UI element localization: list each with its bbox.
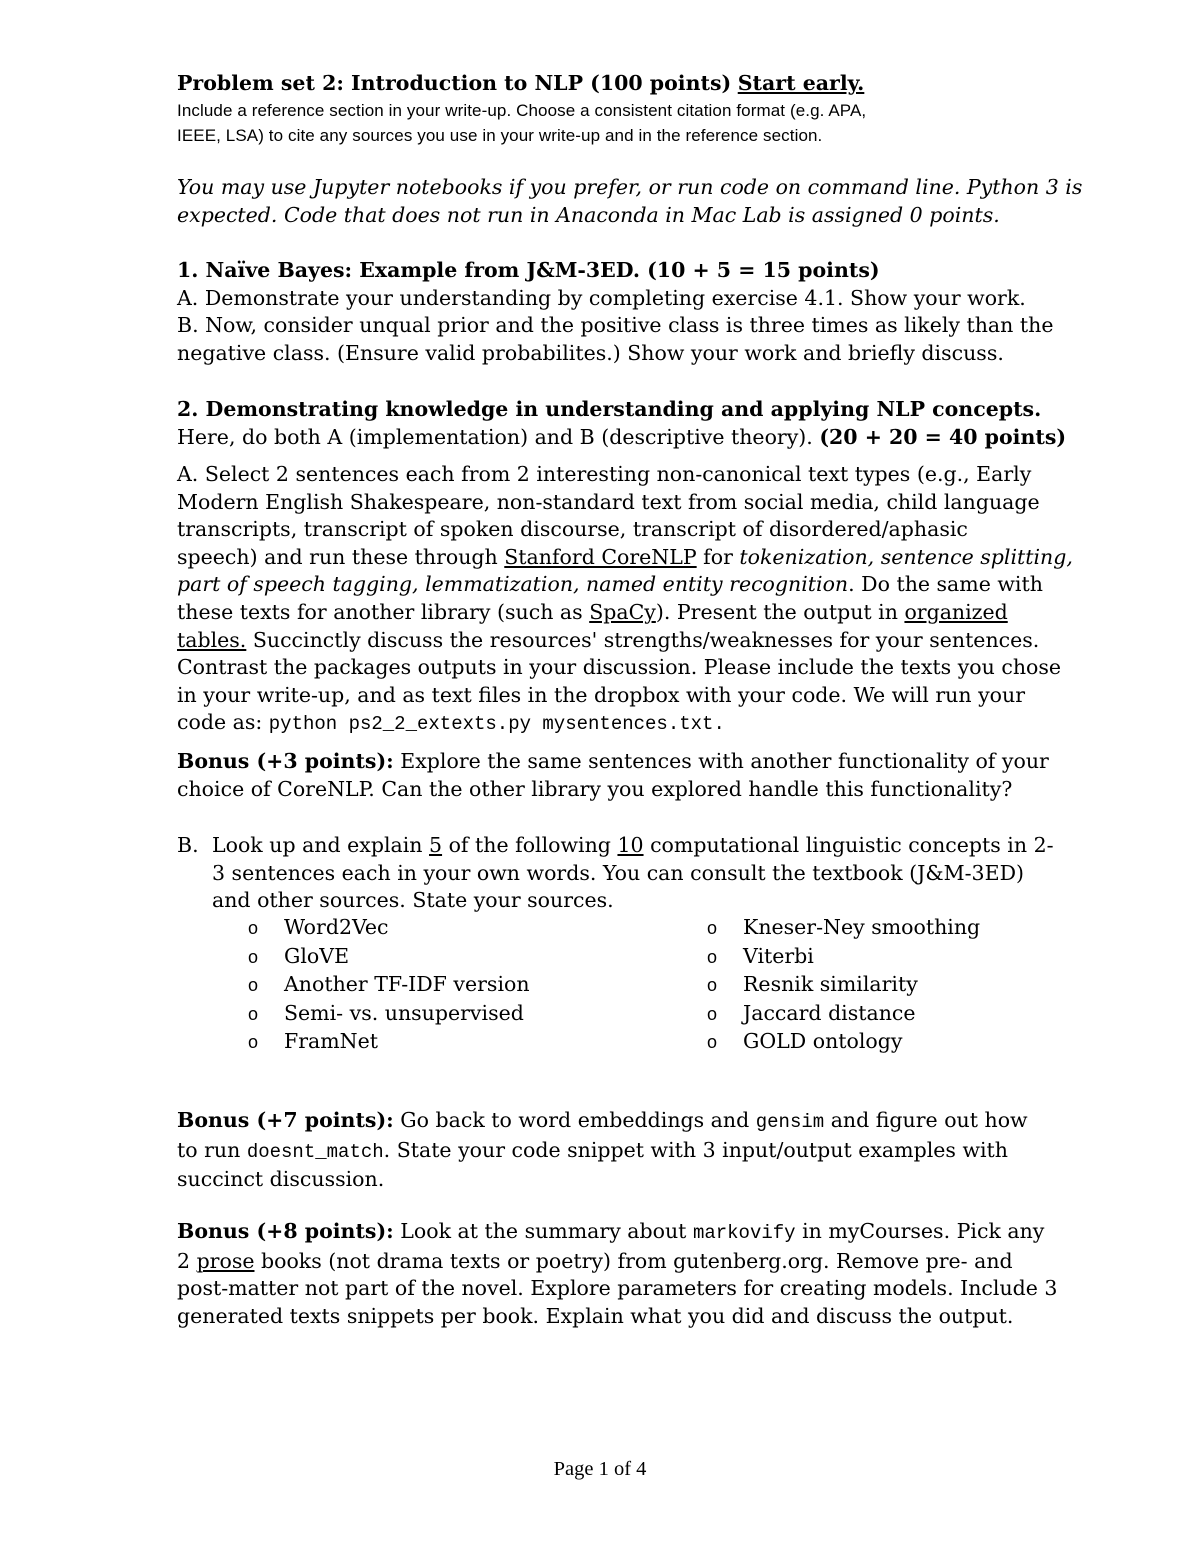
- intro-line-2: IEEE, LSA) to cite any sources you use in your write-up and in the reference section.: [177, 125, 823, 145]
- bonus-3-label: Bonus (+8 points):: [177, 1219, 394, 1243]
- bonus-2-line-3: succinct discussion.: [177, 1167, 385, 1192]
- bullet-icon: o: [248, 1003, 259, 1024]
- concept-list-left: [248, 914, 530, 1057]
- q2a-line-6-mid: ). Present the output in: [655, 599, 905, 624]
- list-item: [248, 971, 530, 1000]
- bonus-1-line-1: Explore the same sentences with another functionality of your: [393, 749, 1049, 773]
- concept-label: Word2Vec: [284, 915, 389, 939]
- part-b-label: B.: [177, 833, 199, 857]
- prose-text: prose: [196, 1248, 255, 1273]
- list-item: [707, 914, 980, 943]
- question-1-part-b-line-1: B. Now, consider unqual prior and the positive class is three times as likely than the: [177, 313, 1054, 338]
- start-early-note: Start early.: [737, 71, 865, 95]
- bonus-3-line-3: post-matter not part of the novel. Explore parameters for creating models. Include 3: [177, 1276, 1058, 1301]
- note-line-2: expected. Code that does not run in Anaconda in Mac Lab is assigned 0 points.: [177, 202, 1000, 227]
- bonus-2-line-2-text: to run: [177, 1137, 247, 1162]
- q2a-line-10-text: code as:: [177, 710, 269, 735]
- page-number: Page 1 of 4: [553, 1458, 647, 1480]
- bonus-1-line-2: choice of CoreNLP. Can the other library you explored handle this functionality?: [177, 776, 1013, 801]
- concept-label: Kneser-Ney smoothing: [743, 915, 981, 939]
- bullet-icon: o: [707, 1003, 718, 1024]
- question-2-points: (20 + 20 = 40 points): [819, 424, 1067, 449]
- bonus-2-line-1-text: Go back to word embeddings and: [393, 1108, 756, 1132]
- concept-label: Jaccard distance: [743, 1000, 916, 1025]
- concept-label: Semi- vs. unsupervised: [284, 1000, 524, 1025]
- list-item: [707, 971, 980, 1000]
- q2a-line-4-tasks: tokenization, sentence splitting,: [739, 544, 1073, 569]
- question-2-part-a: [177, 461, 1073, 739]
- bonus-2-label: Bonus (+7 points):: [177, 1108, 394, 1132]
- q2a-line-7-text: Succinctly discuss the resources' strengths/weaknesses for your sentences.: [246, 627, 1040, 652]
- question-2-subheading: Here, do both A (implementation) and B (descriptive theory).: [177, 424, 820, 449]
- q2a-line-5-tasks: part of speech tagging, lemmatization, named entity recognition: [177, 572, 849, 597]
- q2a-line-3: transcripts, transcript of spoken discourse, transcript of disordered/aphasic: [177, 517, 968, 542]
- bonus-3-line-2-end: books (not drama texts or poetry) from gutenberg.org. Remove pre- and: [254, 1248, 1013, 1273]
- run-command-code: python ps2_2_extexts.py mysentences.txt.: [268, 713, 725, 736]
- concept-list-right: [707, 914, 980, 1057]
- bullet-icon: o: [707, 1032, 718, 1053]
- bonus-1: [177, 748, 1049, 803]
- question-2: [177, 396, 1067, 451]
- list-item: [248, 914, 530, 943]
- q2b-line-1-mid: of the following: [442, 833, 618, 857]
- intro-line-1: Include a reference section in your write-up. Choose a consistent citation format (e.g. APA,: [177, 100, 867, 120]
- page-title: Problem set 2: Introduction to NLP (100 points): [177, 71, 732, 95]
- bonus-3: [177, 1218, 1058, 1330]
- list-item: [707, 943, 980, 972]
- bonus-2: [177, 1107, 1027, 1194]
- organized-text: organized: [904, 599, 1008, 624]
- concept-label: GOLD ontology: [743, 1029, 903, 1054]
- concept-label: Resnik similarity: [743, 972, 918, 997]
- list-item: [248, 943, 530, 972]
- list-item: [707, 1000, 980, 1029]
- q2a-line-8: Contrast the packages outputs in your discussion. Please include the texts you chose: [177, 655, 1062, 680]
- bonus-3-line-1-text: Look at the summary about: [393, 1219, 693, 1243]
- note-block: [177, 174, 1083, 229]
- q2a-line-1: A. Select 2 sentences each from 2 interesting non-canonical text types (e.g., Early: [177, 462, 1032, 486]
- bullet-icon: o: [707, 918, 718, 938]
- bullet-icon: o: [707, 975, 718, 996]
- question-1: [177, 257, 1054, 367]
- bonus-3-line-2-text: 2: [177, 1248, 197, 1273]
- q2a-line-4-mid: for: [696, 544, 740, 569]
- list-item: [707, 1028, 980, 1057]
- bullet-icon: o: [248, 975, 259, 996]
- q2a-line-9: in your write-up, and as text files in the dropbox with your code. We will run your: [177, 682, 1026, 707]
- stanford-corenlp-link[interactable]: Stanford CoreNLP: [504, 544, 697, 569]
- concept-label: Another TF-IDF version: [284, 972, 530, 997]
- question-1-part-a: A. Demonstrate your understanding by completing exercise 4.1. Show your work.: [177, 285, 1026, 310]
- question-1-part-b-line-2: negative class. (Ensure valid probabilites.) Show your work and briefly discuss.: [177, 340, 1004, 365]
- q2a-line-5-text: . Do the same with: [848, 572, 1043, 597]
- bullet-icon: o: [707, 946, 718, 967]
- q2b-line-1-text: Look up and explain: [212, 833, 430, 857]
- bullet-icon: o: [248, 1032, 259, 1053]
- question-2-heading: 2. Demonstrating knowledge in understanding and applying NLP concepts.: [177, 397, 1042, 421]
- q2a-line-6-text: these texts for another library (such as: [177, 599, 590, 624]
- bonus-1-label: Bonus (+3 points):: [177, 749, 394, 773]
- bullet-icon: o: [248, 946, 259, 967]
- markovify-code: markovify: [692, 1222, 796, 1244]
- doesnt-match-code: doesnt_match: [246, 1140, 384, 1163]
- bonus-2-line-2-end: . State your code snippet with 3 input/output examples with: [383, 1137, 1008, 1162]
- spacy-link[interactable]: SpaCy: [589, 599, 656, 624]
- q2a-line-2: Modern English Shakespeare, non-standard text from social media, child language: [177, 489, 1040, 514]
- note-line-1: You may use Jupyter notebooks if you prefer, or run code on command line. Python 3 is: [177, 175, 1083, 199]
- bonus-3-line-1-end: in myCourses. Pick any: [795, 1219, 1045, 1243]
- gensim-code: gensim: [755, 1111, 825, 1133]
- list-item: [248, 1028, 530, 1057]
- concept-label: GloVE: [284, 943, 350, 968]
- q2b-line-3: and other sources. State your sources.: [212, 888, 614, 913]
- count-ten: 10: [617, 833, 644, 857]
- list-item: [248, 1000, 530, 1029]
- concept-label: FramNet: [284, 1029, 378, 1054]
- concept-label: Viterbi: [743, 943, 814, 968]
- question-1-heading: 1. Naïve Bayes: Example from J&M-3ED. (10 + 5 = 15 points): [177, 258, 880, 282]
- q2a-line-4-text: speech) and run these through: [177, 544, 505, 569]
- bonus-3-line-4: generated texts snippets per book. Explain what you did and discuss the output.: [177, 1303, 1014, 1328]
- header-block: [177, 70, 1027, 148]
- bonus-2-line-1-end: and figure out how: [824, 1108, 1028, 1132]
- count-five: 5: [429, 833, 443, 857]
- bullet-icon: o: [248, 918, 259, 938]
- q2b-line-2: 3 sentences each in your own words. You can consult the textbook (J&M-3ED): [212, 860, 1025, 885]
- tables-text: tables.: [177, 627, 247, 652]
- q2b-line-1-end: computational linguistic concepts in 2-: [643, 833, 1054, 857]
